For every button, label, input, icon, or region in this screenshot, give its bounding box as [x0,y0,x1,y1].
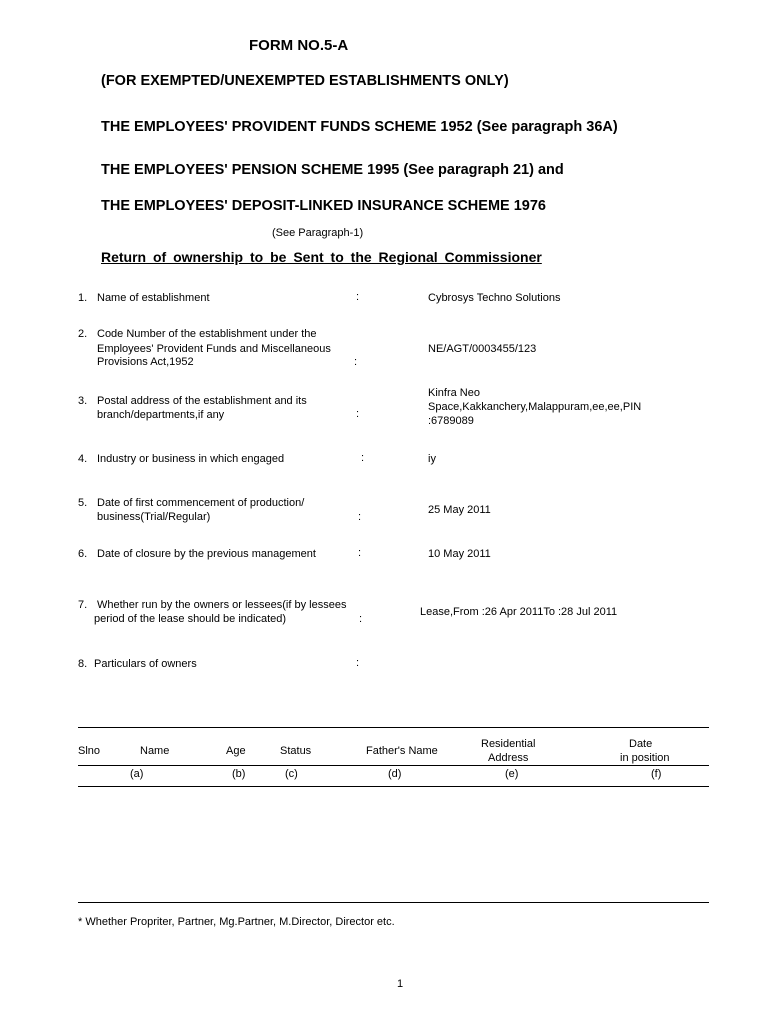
item-3-value-line-1: Kinfra Neo [428,387,480,399]
column-header-date-line-2: in position [620,752,670,764]
column-header-slno: Slno [78,745,101,757]
item-4-separator: : [361,452,365,464]
column-code-age: (b) [232,768,246,780]
item-6-value: 10 May 2011 [428,548,491,560]
item-7-number: 7. [78,599,88,611]
applicability-heading: (FOR EXEMPTED/UNEXEMPTED ESTABLISHMENTS ONLY) [101,73,509,89]
item-5-number: 5. [78,497,88,509]
table-bottom-rule [78,902,709,903]
item-5-value: 25 May 2011 [428,504,491,516]
item-2-label-line-3: Provisions Act,1952 [97,356,194,368]
item-3-value-line-3: :6789089 [428,415,474,427]
item-4-label: Industry or business in which engaged [97,453,285,465]
item-3-number: 3. [78,395,88,407]
item-6-label: Date of closure by the previous management [97,548,316,560]
column-code-date: (f) [651,768,662,780]
item-3-separator: : [356,408,360,420]
table-top-rule [78,727,709,728]
column-header-status: Status [280,745,312,757]
see-paragraph-note: (See Paragraph-1) [272,227,364,239]
scheme-heading-pension: THE EMPLOYEES' PENSION SCHEME 1995 (See paragraph 21) and [101,162,564,178]
item-4-value: iy [428,453,436,465]
item-6-number: 6. [78,548,88,560]
item-5-separator: : [358,511,362,523]
column-header-age: Age [226,745,246,757]
column-header-father-name: Father's Name [366,745,438,757]
column-code-address: (e) [505,768,519,780]
item-2-value: NE/AGT/0003455/123 [428,343,537,355]
item-4-number: 4. [78,453,88,465]
item-2-label-line-2: Employees' Provident Funds and Miscellaneous [97,343,331,355]
item-3-value-line-2: Space,Kakkanchery,Malappuram,ee,ee,PIN [428,401,642,413]
item-2-number: 2. [78,328,88,340]
column-header-date-line-1: Date [629,738,653,750]
item-1-separator: : [356,291,360,303]
table-codes-rule [78,786,709,787]
column-header-name: Name [140,745,170,757]
item-1-label: Name of establishment [97,292,210,304]
item-2-separator: : [354,356,358,368]
column-code-status: (c) [285,768,298,780]
return-title: Return of ownership to be Sent to the Regional Commissioner [101,249,542,265]
item-8-separator: : [356,657,360,669]
item-7-label-line-1: Whether run by the owners or lessees(if by lessees [97,599,347,611]
table-header-rule [78,765,709,766]
item-6-separator: : [358,547,362,559]
item-7-separator: : [359,613,363,625]
form-number: FORM NO.5-A [249,37,349,54]
item-3-label-line-2: branch/departments,if any [97,409,225,421]
item-5-label-line-1: Date of first commencement of production/ [97,497,305,509]
item-7-label-line-2: period of the lease should be indicated) [94,613,287,625]
item-2-label-line-1: Code Number of the establishment under the [97,328,317,340]
item-8-label: Particulars of owners [94,658,197,670]
scheme-heading-insurance: THE EMPLOYEES' DEPOSIT-LINKED INSURANCE SCHEME 1976 [101,198,546,214]
item-8-number: 8. [78,658,88,670]
scheme-heading-pf: THE EMPLOYEES' PROVIDENT FUNDS SCHEME 1952 (See paragraph 36A) [101,119,618,135]
item-1-number: 1. [78,292,88,304]
item-7-value: Lease,From :26 Apr 2011To :28 Jul 2011 [420,606,618,618]
item-1-value: Cybrosys Techno Solutions [428,292,561,304]
item-5-label-line-2: business(Trial/Regular) [97,511,211,523]
footnote: * Whether Propriter, Partner, Mg.Partner, M.Director, Director etc. [78,916,395,928]
column-header-address-line-1: Residential [481,738,536,750]
page-number: 1 [397,978,404,990]
column-code-father: (d) [388,768,402,780]
column-header-address-line-2: Address [488,752,529,764]
item-3-label-line-1: Postal address of the establishment and its [97,395,307,407]
column-code-name: (a) [130,768,144,780]
